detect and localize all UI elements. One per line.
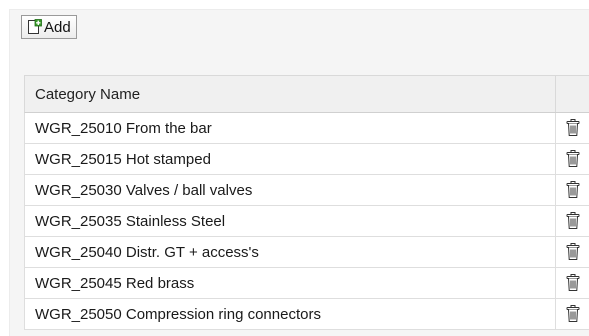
trash-icon xyxy=(566,119,580,137)
delete-button[interactable] xyxy=(556,144,589,174)
table-row[interactable] xyxy=(24,237,589,268)
table-row[interactable] xyxy=(24,113,589,144)
table-row[interactable] xyxy=(24,268,589,299)
delete-button[interactable] xyxy=(556,175,589,205)
delete-button[interactable] xyxy=(556,206,589,236)
add-document-icon xyxy=(26,19,42,35)
category-grid xyxy=(24,75,589,330)
table-row[interactable] xyxy=(24,175,589,206)
grid-body xyxy=(24,113,589,330)
column-header-actions xyxy=(556,76,589,112)
category-name-cell: WGR_25040 Distr. GT + access's xyxy=(25,237,556,267)
delete-button[interactable] xyxy=(556,113,589,143)
grid-header xyxy=(24,75,589,113)
table-row[interactable] xyxy=(24,299,589,330)
trash-icon xyxy=(566,305,580,323)
trash-icon xyxy=(566,181,580,199)
add-button[interactable] xyxy=(21,15,77,39)
category-name-cell: WGR_25030 Valves / ball valves xyxy=(25,175,556,205)
category-name-cell: WGR_25035 Stainless Steel xyxy=(25,206,556,236)
category-name-cell: WGR_25045 Red brass xyxy=(25,268,556,298)
add-button-label: Add xyxy=(44,18,71,36)
trash-icon xyxy=(566,243,580,261)
delete-button[interactable] xyxy=(556,299,589,329)
delete-button[interactable] xyxy=(556,268,589,298)
table-row[interactable] xyxy=(24,206,589,237)
column-header-category-name[interactable]: Category Name xyxy=(25,76,556,112)
trash-icon xyxy=(566,150,580,168)
category-name-cell: WGR_25010 From the bar xyxy=(25,113,556,143)
trash-icon xyxy=(566,212,580,230)
category-name-cell: WGR_25015 Hot stamped xyxy=(25,144,556,174)
delete-button[interactable] xyxy=(556,237,589,267)
table-row[interactable] xyxy=(24,144,589,175)
trash-icon xyxy=(566,274,580,292)
category-name-cell: WGR_25050 Compression ring connectors xyxy=(25,299,556,329)
